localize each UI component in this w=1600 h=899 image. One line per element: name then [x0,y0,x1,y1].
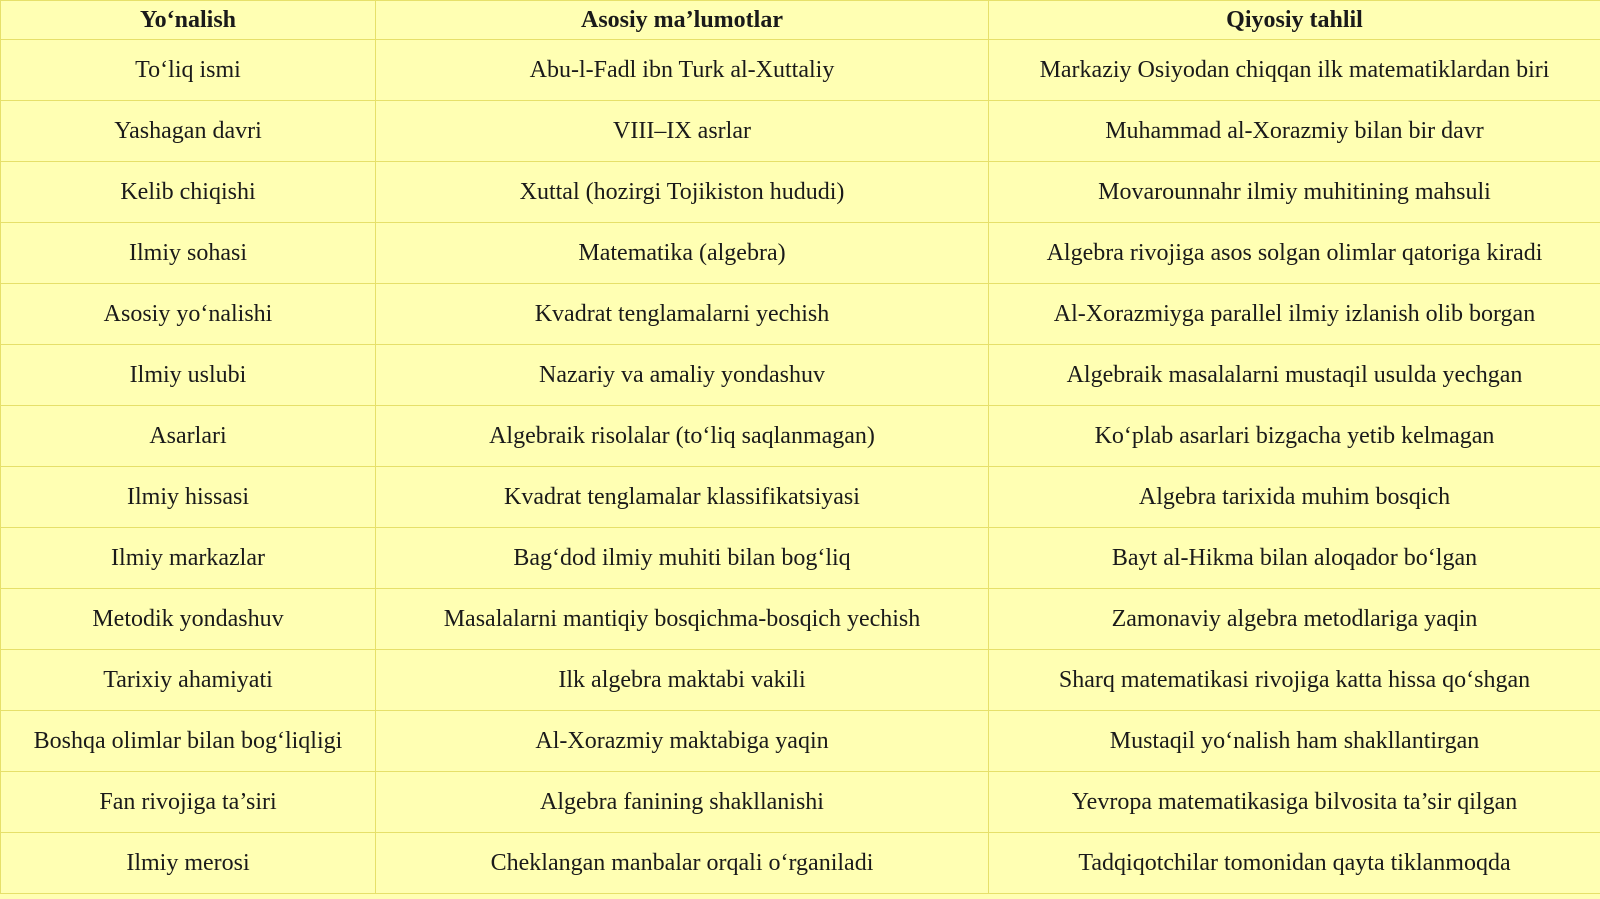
cell-direction: Tarixiy ahamiyati [1,650,376,711]
cell-direction: Kelib chiqishi [1,162,376,223]
table-row [1,101,1600,162]
cell-analysis: Yevropa matematikasiga bilvosita ta’sir qilgan [989,772,1600,833]
header-row [1,1,1600,40]
cell-analysis: Bayt al-Hikma bilan aloqador bo‘lgan [989,528,1600,589]
cell-main-info: Nazariy va amaliy yondashuv [376,345,989,406]
table-row [1,162,1600,223]
cell-main-info: Matematika (algebra) [376,223,989,284]
table-row [1,772,1600,833]
cell-direction: Ilmiy sohasi [1,223,376,284]
cell-direction: Ilmiy uslubi [1,345,376,406]
cell-analysis: Algebraik masalalarni mustaqil usulda yechgan [989,345,1600,406]
cell-main-info: Algebraik risolalar (to‘liq saqlanmagan) [376,406,989,467]
cell-analysis: Algebra tarixida muhim bosqich [989,467,1600,528]
cell-main-info: Algebra fanining shakllanishi [376,772,989,833]
cell-direction: Ilmiy markazlar [1,528,376,589]
cell-analysis: Tadqiqotchilar tomonidan qayta tiklanmoqda [989,833,1600,894]
cell-main-info: VIII–IX asrlar [376,101,989,162]
cell-main-info: Kvadrat tenglamalar klassifikatsiyasi [376,467,989,528]
cell-direction: Metodik yondashuv [1,589,376,650]
cell-direction: Ilmiy merosi [1,833,376,894]
table-row [1,650,1600,711]
cell-main-info: Bag‘dod ilmiy muhiti bilan bog‘liq [376,528,989,589]
cell-main-info: Cheklangan manbalar orqali o‘rganiladi [376,833,989,894]
table-row [1,467,1600,528]
table-row [1,406,1600,467]
table-row [1,40,1600,101]
cell-main-info: Xuttal (hozirgi Tojikiston hududi) [376,162,989,223]
header-main-info: Asosiy ma’lumotlar [376,1,989,40]
cell-main-info: Abu-l-Fadl ibn Turk al-Xuttaliy [376,40,989,101]
cell-analysis: Ko‘plab asarlari bizgacha yetib kelmagan [989,406,1600,467]
cell-analysis: Mustaqil yo‘nalish ham shakllantirgan [989,711,1600,772]
table-row [1,833,1600,894]
cell-direction: Ilmiy hissasi [1,467,376,528]
table-row [1,528,1600,589]
table-row [1,345,1600,406]
table-header [1,1,1600,40]
cell-direction: Fan rivojiga ta’siri [1,772,376,833]
cell-analysis: Zamonaviy algebra metodlariga yaqin [989,589,1600,650]
cell-main-info: Ilk algebra maktabi vakili [376,650,989,711]
cell-direction: Yashagan davri [1,101,376,162]
cell-main-info: Al-Xorazmiy maktabiga yaqin [376,711,989,772]
cell-analysis: Muhammad al-Xorazmiy bilan bir davr [989,101,1600,162]
cell-analysis: Algebra rivojiga asos solgan olimlar qatoriga kiradi [989,223,1600,284]
cell-analysis: Al-Xorazmiyga parallel ilmiy izlanish olib borgan [989,284,1600,345]
table-row [1,223,1600,284]
cell-direction: Asarlari [1,406,376,467]
cell-main-info: Kvadrat tenglamalarni yechish [376,284,989,345]
cell-analysis: Movarounnahr ilmiy muhitining mahsuli [989,162,1600,223]
table-row [1,284,1600,345]
table-row [1,589,1600,650]
table-body [1,40,1600,894]
header-direction: Yo‘nalish [1,1,376,40]
cell-direction: Asosiy yo‘nalishi [1,284,376,345]
header-comparative-analysis: Qiyosiy tahlil [989,1,1600,40]
cell-analysis: Markaziy Osiyodan chiqqan ilk matematiklardan biri [989,40,1600,101]
cell-main-info: Masalalarni mantiqiy bosqichma-bosqich yechish [376,589,989,650]
cell-direction: To‘liq ismi [1,40,376,101]
cell-direction: Boshqa olimlar bilan bog‘liqligi [1,711,376,772]
table-row [1,711,1600,772]
cell-analysis: Sharq matematikasi rivojiga katta hissa qo‘shgan [989,650,1600,711]
